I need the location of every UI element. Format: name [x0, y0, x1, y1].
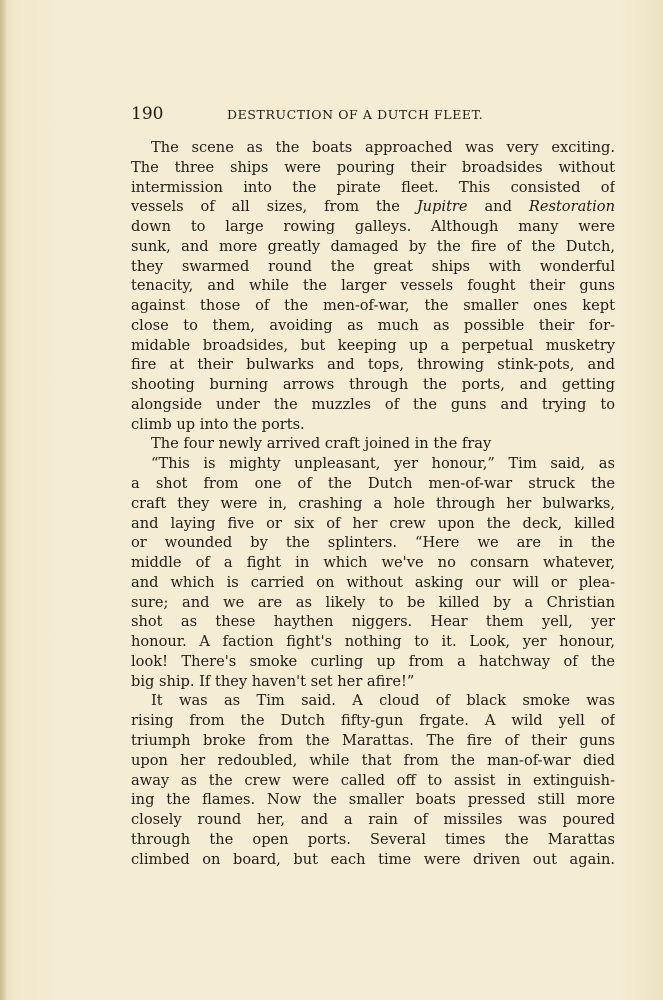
body-text — [131, 138, 615, 869]
text-line: The scene as the boats approached was very exciting. — [151, 139, 615, 156]
running-head: DESTRUCTION OF A DUTCH FLEET. — [227, 107, 484, 122]
text-line: craft they were in, crashing a hole through her bulwarks, — [131, 494, 615, 512]
page-gutter — [0, 0, 6, 1000]
text-line: tenacity, and while the larger vessels fought their guns — [131, 277, 615, 295]
text-line: climb up into the ports. — [131, 415, 305, 433]
page-number: 190 — [131, 104, 164, 124]
text-line: midable broadsides, but keeping up a perpetual musketry — [131, 336, 615, 354]
text-line: sunk, and more greatly damaged by the fire of the Dutch, — [131, 237, 615, 255]
text-line: and laying five or six of her crew upon the deck, killed — [131, 514, 615, 532]
ship-name-jupitre: Jupitre — [416, 198, 468, 216]
text-line: “This is mighty unpleasant, yer honour,” Tim said, as — [151, 455, 615, 473]
text-line: climbed on board, but each time were driven out again. — [131, 850, 615, 868]
text-line: The four newly arrived craft joined in the fray — [151, 435, 492, 453]
text-line: ing the flames. Now the smaller boats pressed still more — [131, 791, 615, 809]
text-line: big ship. If they haven't set her afire!” — [131, 672, 415, 690]
text-line — [131, 197, 615, 217]
text-fragment: and — [484, 198, 512, 216]
page-header — [131, 103, 615, 125]
text-line: sure; and we are as likely to be killed by a Christian — [131, 593, 615, 611]
text-line: fire at their bulwarks and tops, throwing stink-pots, and — [131, 356, 615, 374]
text-line: rising from the Dutch fifty-gun frgate. A wild yell of — [131, 712, 615, 730]
text-line: triumph broke from the Marattas. The fire of their guns — [131, 731, 615, 749]
text-line: middle of a fight in which we've no consarn whatever, — [131, 554, 615, 572]
text-line: The three ships were pouring their broadsides without — [131, 158, 615, 176]
text-fragment: vessels of all sizes, from the — [131, 198, 400, 216]
text-line: away as the crew were called off to assist in extinguish- — [131, 771, 615, 789]
text-line: they swarmed round the great ships with wonderful — [131, 257, 615, 275]
text-line: honour. A faction fight's nothing to it. Look, yer honour, — [131, 633, 615, 651]
ship-name-restoration: Restoration — [528, 198, 615, 216]
text-line: It was as Tim said. A cloud of black smoke was — [151, 692, 615, 710]
text-line: a shot from one of the Dutch men-of-war struck the — [131, 475, 615, 493]
text-line: upon her redoubled, while that from the man-of-war died — [131, 751, 615, 769]
text-line: shot as these haythen niggers. Hear them yell, yer — [131, 613, 615, 631]
text-line: shooting burning arrows through the ports, and getting — [131, 376, 615, 394]
text-line: intermission into the pirate fleet. This consisted of — [131, 178, 615, 196]
text-line: and which is carried on without asking our will or plea- — [131, 573, 615, 591]
text-line: against those of the men-of-war, the smaller ones kept — [131, 297, 615, 315]
text-line: through the open ports. Several times the Marattas — [131, 830, 615, 848]
text-line: alongside under the muzzles of the guns and trying to — [131, 395, 615, 413]
text-line: look! There's smoke curling up from a hatchway of the — [131, 652, 615, 670]
text-line: down to large rowing galleys. Although many were — [131, 218, 615, 236]
text-line: closely round her, and a rain of missiles was poured — [131, 811, 615, 829]
text-line: or wounded by the splinters. “Here we are in the — [131, 534, 615, 552]
text-line: close to them, avoiding as much as possible their for- — [131, 316, 615, 334]
